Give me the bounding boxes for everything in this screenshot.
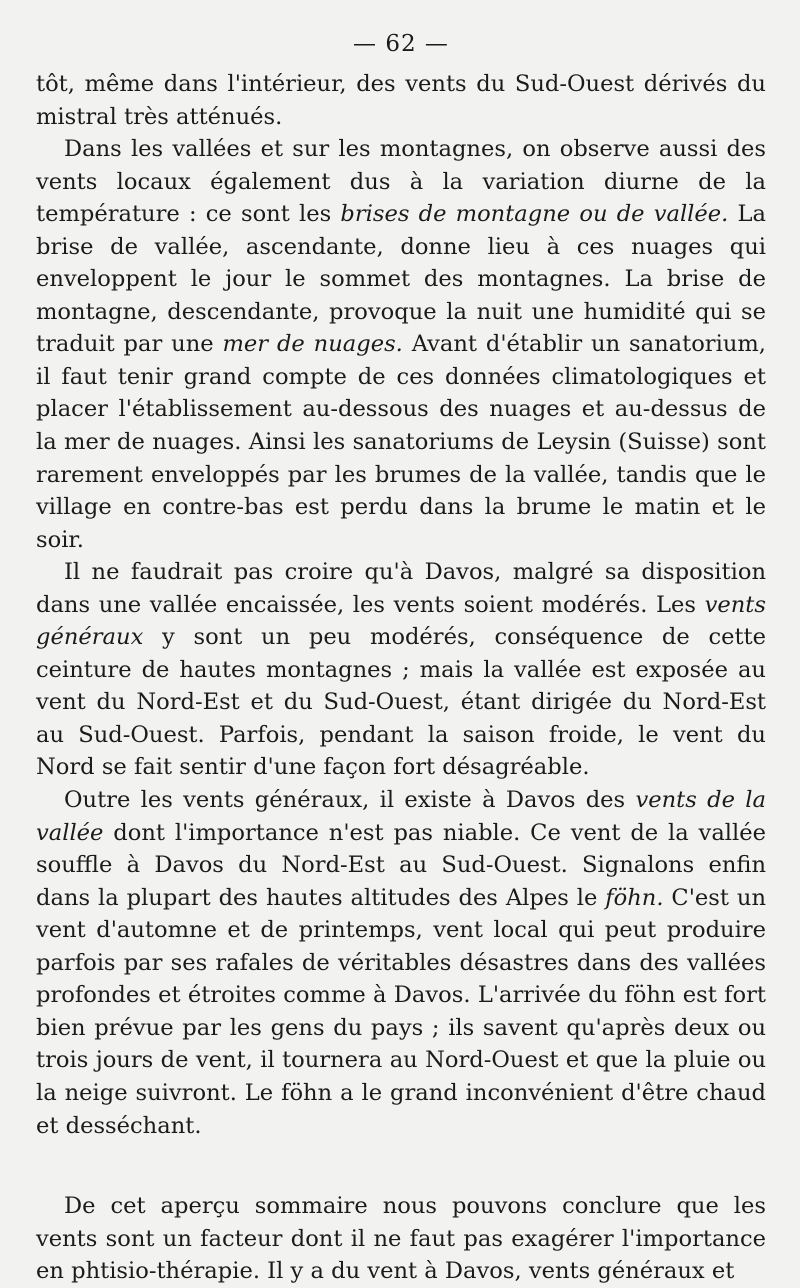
paragraph-4-text: Outre les vents généraux, il existe à Davos des — [64, 787, 636, 814]
paragraph-3 — [36, 556, 766, 784]
paragraph-2-text: Dans les vallées et sur les montagnes, on observe aussi des vents locaux également dus à la variation diurne de la température : ce sont les — [36, 136, 766, 228]
paragraph-4-text: C'est un vent d'automne et de printemps, vent local qui peut produire parfois par ses rafales de véritables désastres dans des vallées profondes et étroites comme à Davos. L'arrivée du föhn est fort bien prévue par les gens du pays ; ils savent qu'après deux ou trois jours de vent, il tournera au Nord-Ouest et que la pluie ou la neige suivront. Le föhn a le grand inconvénient d'être chaud et desséchant. — [36, 884, 766, 1139]
paragraph-3-italic-vents-generaux: vents généraux — [36, 591, 766, 651]
paragraph-1-text: tôt, même dans l'intérieur, des vents du Sud-Ouest dérivés du mistral très atténués. — [36, 71, 766, 130]
page-number: — 62 — — [353, 31, 449, 57]
paragraph-3-text: y sont un peu modérés, conséquence de cette ceinture de hautes montagnes ; mais la vallée est exposée au vent du Nord-Est et du Sud-Ouest, étant dirigée du Nord-Est au Sud-Ouest. Parfois, pendant la saison froide, le vent du Nord se fait sentir d'une façon fort désagréable. — [36, 624, 766, 781]
paragraph-4-text: dont l'importance n'est pas niable. Ce vent de la vallée souffle à Davos du Nord-Est au Sud-Ouest. Signalons enfin dans la plupart des hautes altitudes des Alpes le — [36, 819, 766, 911]
paragraph-2-text: La brise de vallée, ascendante, donne lieu à ces nuages qui enveloppent le jour le sommet des montagnes. La brise de montagne, descendante, provoque la nuit une humidité qui se traduit par une — [36, 201, 767, 358]
paragraph-4-italic-vents-vallee: vents de la vallée — [36, 787, 766, 846]
paragraph-gap — [36, 1142, 766, 1190]
paragraph-2-text: Avant d'établir un sanatorium, il faut tenir grand compte de ces données climatologiques et placer l'établissement au-dessous des nuages et au-dessus de la mer de nuages. Ainsi les sanatoriums de Leysin (Suisse) sont rarement enveloppés par les brumes de la vallée, tandis que le village en contre-bas est perdu dans la brume le matin et le soir. — [36, 331, 766, 553]
paragraph-5-text: De cet aperçu sommaire nous pouvons conclure que les vents sont un facteur dont il ne faut pas exagérer l'importance en phtisio-thérapie. Il y a du vent à Davos, vents généraux et — [36, 1193, 766, 1285]
paragraph-1 — [36, 68, 766, 133]
paragraph-4 — [36, 784, 766, 1142]
paragraph-3-text: Il ne faudrait pas croire qu'à Davos, malgré sa disposition dans une vallée encaissée, les vents soient modérés. Les — [36, 559, 766, 618]
paragraph-2-italic-brises: brises de montagne ou de vallée. — [340, 201, 729, 228]
paragraph-2-italic-mer: mer de nuages. — [222, 331, 403, 358]
paragraph-4-italic-fohn: föhn. — [605, 884, 664, 911]
paragraph-5 — [36, 1190, 766, 1288]
paragraph-2 — [36, 133, 766, 556]
